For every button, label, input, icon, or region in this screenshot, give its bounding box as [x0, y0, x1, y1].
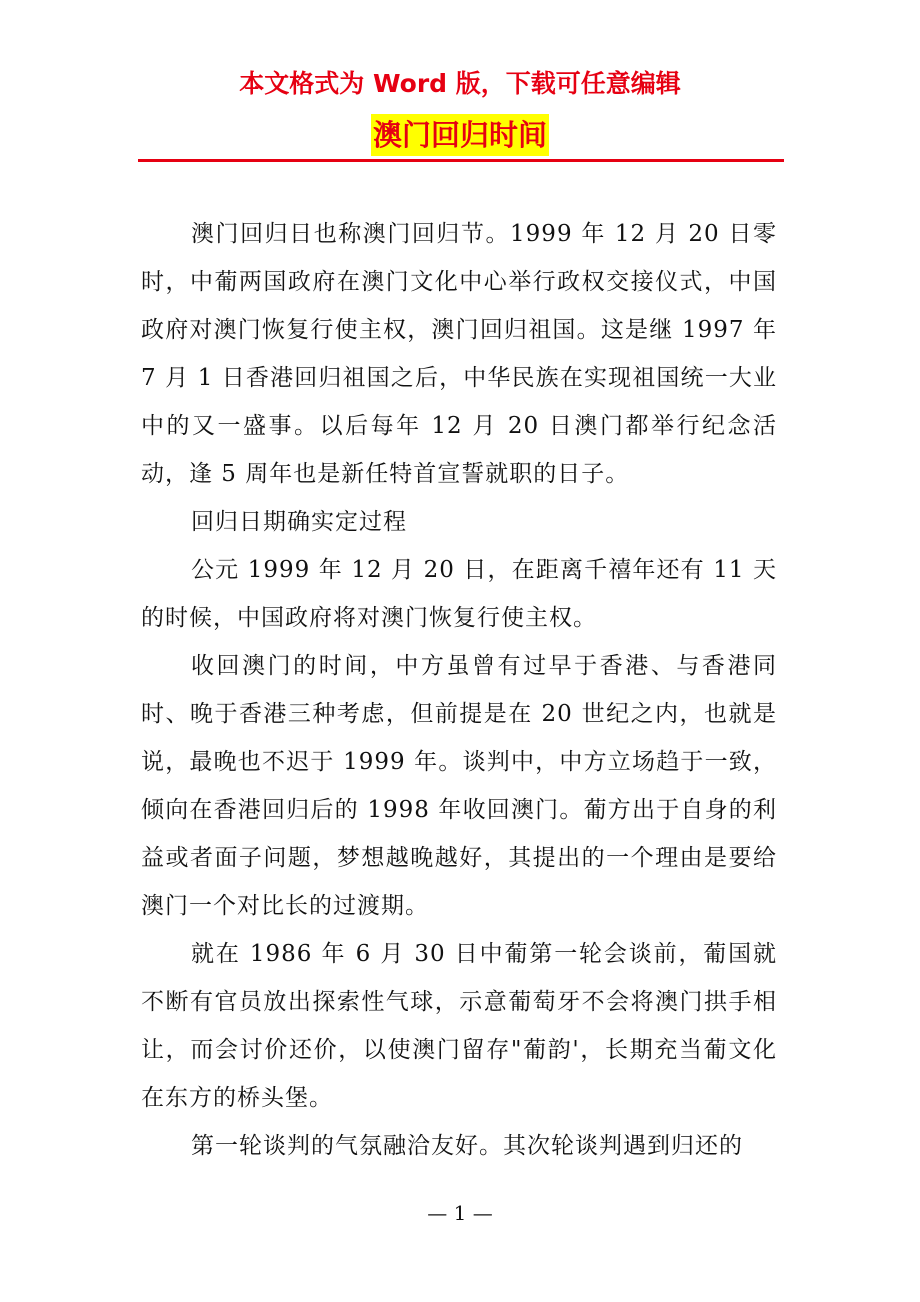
document-body: [141, 210, 777, 1170]
title-wrapper: [0, 114, 920, 156]
format-banner: 本文格式为 Word 版，下载可任意编辑: [239, 69, 681, 98]
paragraph-subheading: 回归日期确实定过程: [191, 509, 407, 535]
paragraph-first-talks: 就在 1986 年 6 月 30 日中葡第一轮会谈前，葡国就不断有官员放出探索性气球，示意葡萄牙不会将澳门拱手相让，而会讨价还价，以使澳门留存"葡韵'，长期充当葡文化在东方的桥头堡。: [141, 941, 777, 1111]
document-title: 澳门回归时间: [371, 114, 549, 156]
paragraph-timing: 收回澳门的时间，中方虽曾有过早于香港、与香港同时、晚于香港三种考虑，但前提是在 20 世纪之内，也就是说，最晚也不迟于 1999 年。谈判中，中方立场趋于一致，倾向在香港回归后的 1998 年收回澳门。葡方出于自身的利益或者面子问题，梦想越晚越好，其提出的一个理由是要给澳门一个对比长的过渡期。: [141, 653, 777, 919]
page-number: — 1 —: [427, 1201, 493, 1225]
paragraph-date: 公元 1999 年 12 月 20 日，在距离千禧年还有 11 天的时候，中国政府将对澳门恢复行使主权。: [141, 557, 777, 631]
paragraph-second-talks: 第一轮谈判的气氛融洽友好。其次轮谈判遇到归还的: [191, 1133, 743, 1159]
title-divider: [138, 159, 784, 162]
paragraph-intro: 澳门回归日也称澳门回归节。1999 年 12 月 20 日零时，中葡两国政府在澳门文化中心举行政权交接仪式，中国政府对澳门恢复行使主权，澳门回归祖国。这是继 1997 年 7 月 1 日香港回归祖国之后，中华民族在实现祖国统一大业中的又一盛事。以后每年 12 月 20 日澳门都举行纪念活动，逢 5 周年也是新任特首宣誓就职的日子。: [141, 221, 777, 487]
